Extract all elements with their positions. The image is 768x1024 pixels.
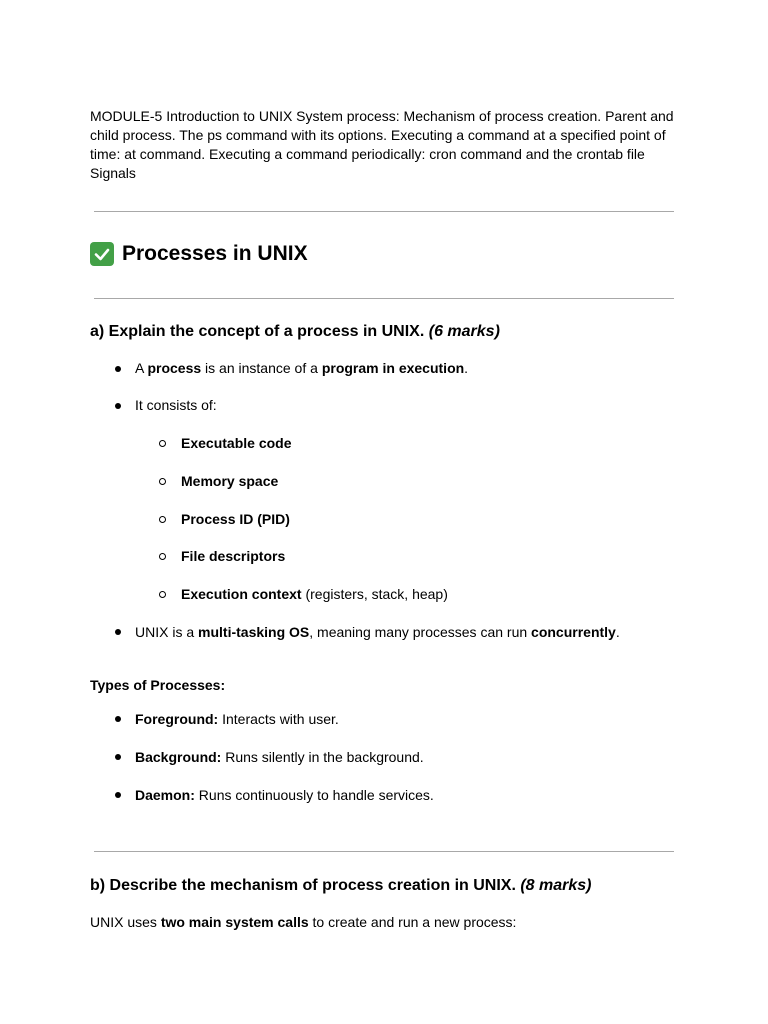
list-item: Foreground: Interacts with user. — [135, 711, 339, 727]
bullet — [115, 403, 121, 409]
sub-list-item: File descriptors — [181, 548, 286, 564]
list-item: A process is an instance of a program in execution. — [135, 360, 469, 376]
question-a-heading: a) Explain the concept of a process in UNIX. (6 marks) — [90, 323, 500, 340]
section-title: Processes in UNIX — [122, 242, 308, 265]
divider — [94, 851, 674, 852]
sub-list-item: Process ID (PID) — [181, 511, 290, 527]
question-b-heading: b) Describe the mechanism of process creation in UNIX. (8 marks) — [90, 877, 592, 894]
sub-list-item: Executable code — [181, 435, 292, 451]
bullet — [115, 754, 121, 760]
bullet — [115, 716, 121, 722]
list-item: It consists of: — [135, 397, 217, 413]
bullet — [115, 366, 121, 372]
sub-bullet — [159, 516, 166, 523]
sub-list-item: Execution context (registers, stack, heap) — [181, 586, 448, 602]
divider — [94, 211, 674, 212]
bullet — [115, 629, 121, 635]
sub-bullet — [159, 591, 166, 598]
bullet — [115, 792, 121, 798]
sub-bullet — [159, 440, 166, 447]
types-heading: Types of Processes: — [90, 677, 226, 693]
list-item: Background: Runs silently in the background. — [135, 749, 424, 765]
list-item: UNIX is a multi-tasking OS, meaning many processes can run concurrently. — [135, 624, 620, 640]
section-heading — [90, 240, 308, 268]
sub-bullet — [159, 553, 166, 560]
question-b-intro: UNIX uses two main system calls to create and run a new process: — [90, 914, 517, 930]
divider — [94, 298, 674, 299]
list-item: Daemon: Runs continuously to handle services. — [135, 787, 434, 803]
check-mark-icon — [90, 242, 114, 266]
module-intro: MODULE-5 Introduction to UNIX System process: Mechanism of process creation. Parent and child process. The ps command with its options. Executing a command at a specified point of time: at command. Executing a command periodically: cron command and the crontab file Signals — [90, 108, 674, 181]
sub-bullet — [159, 478, 166, 485]
sub-list-item: Memory space — [181, 473, 279, 489]
